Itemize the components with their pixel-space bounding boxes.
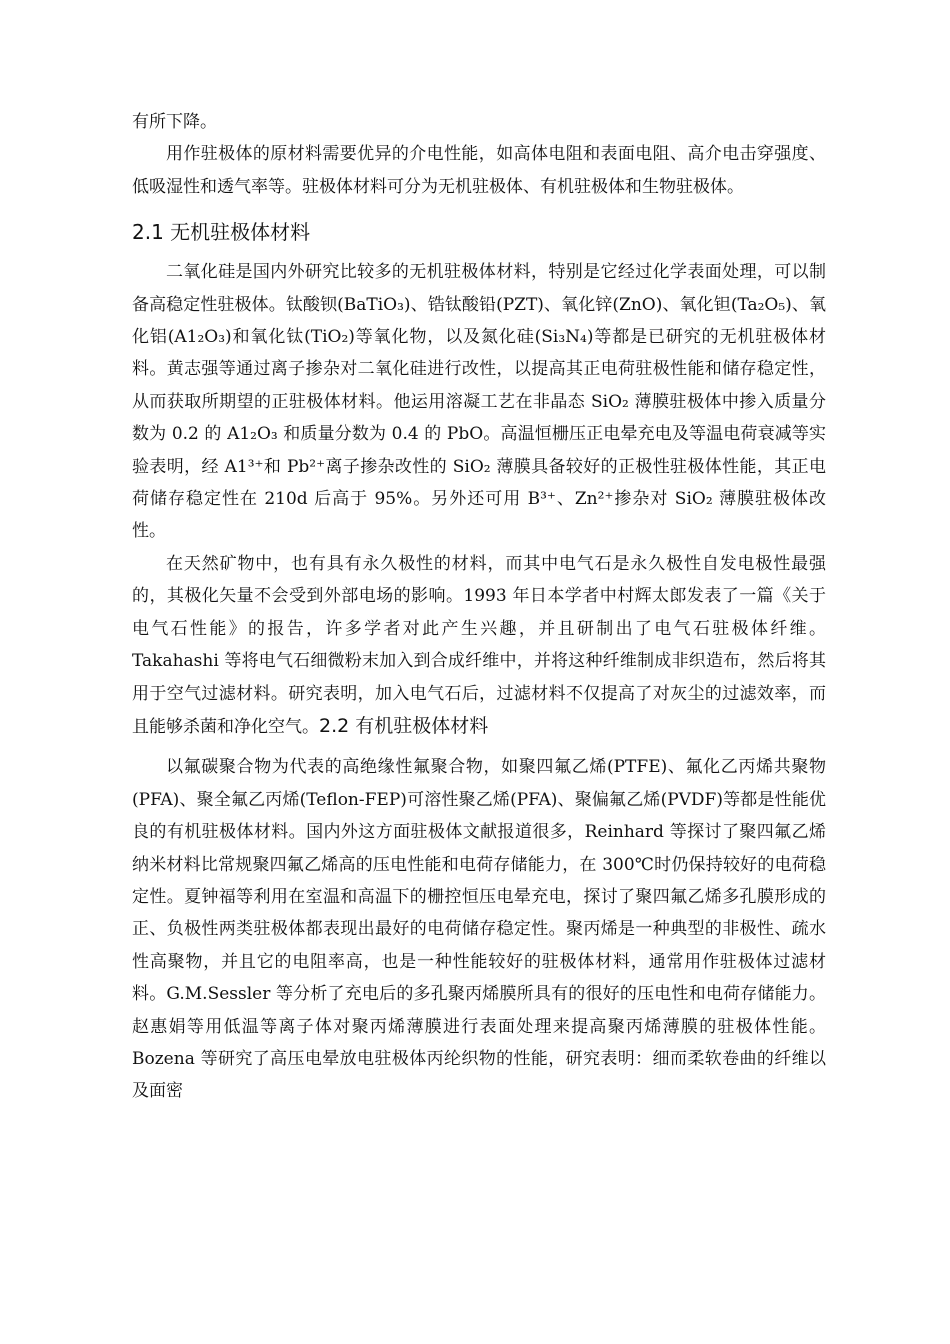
section-heading-2-1: 2.1 无机驻极体材料 bbox=[132, 220, 311, 245]
document-body bbox=[132, 106, 826, 1108]
paragraph-electret-requirements: 用作驻极体的原材料需要优异的介电性能，如高体电阻和表面电阻、高介电击穿强度、低吸湿性和透气率等。驻极体材料可分为无机驻极体、有机驻极体和生物驻极体。 bbox=[132, 144, 826, 197]
paragraph-organic-electrets: 以氟碳聚合物为代表的高绝缘性氟聚合物，如聚四氟乙烯(PTFE)、氟化乙丙烯共聚物(PFA)、聚全氟乙丙烯(Teflon-FEP)可溶性聚乙烯(PFA)、聚偏氟乙烯(PVDF)等都是性能优良的有机驻极体材料。国内外这方面驻极体文献报道很多，Reinhard 等探讨了聚四氟乙烯纳米材料比常规聚四氟乙烯高的压电性能和电荷存储能力，在 300℃时仍保持较好的电荷稳定性。夏钟福等利用在室温和高温下的栅控恒压电晕充电，探讨了聚四氟乙烯多孔膜形成的正、负极性两类驻极体都表现出最好的电荷储存稳定性。聚丙烯是一种典型的非极性、疏水性高聚物，并且它的电阻率高，也是一种性能较好的驻极体材料，通常用作驻极体过滤材料。G.M.Sessler 等分析了充电后的多孔聚丙烯膜所具有的很好的压电性和电荷存储能力。赵惠娟等用低温等离子体对聚丙烯薄膜进行表面处理来提高聚丙烯薄膜的驻极体性能。Bozena 等研究了高压电晕放电驻极体丙纶织物的性能，研究表明：细而柔软卷曲的纤维以及面密 bbox=[132, 757, 826, 1102]
paragraph-inorganic-electrets: 二氧化硅是国内外研究比较多的无机驻极体材料，特别是它经过化学表面处理，可以制备高稳定性驻极体。钛酸钡(BaTiO₃)、锆钛酸铅(PZT)、氧化锌(ZnO)、氧化钽(Ta₂O₅)、氧化铝(A1₂O₃)和氧化钛(TiO₂)等氧化物，以及氮化硅(Si₃N₄)等都是已研究的无机驻极体材料。黄志强等通过离子掺杂对二氧化硅进行改性，以提高其正电荷驻极性能和储存稳定性，从而获取所期望的正驻极体材料。他运用溶凝工艺在非晶态 SiO₂ 薄膜驻极体中掺入质量分数为 0.2 的 A1₂O₃ 和质量分数为 0.4 的 PbO。高温恒栅压正电晕充电及等温电荷衰减等实验表明，经 A1³⁺和 Pb²⁺离子掺杂改性的 SiO₂ 薄膜具备较好的正极性驻极体性能，其正电荷储存稳定性在 210d 后高于 95%。另外还可用 B³⁺、Zn²⁺掺杂对 SiO₂ 薄膜驻极体改性。 bbox=[132, 262, 826, 542]
paragraph-tourmaline bbox=[132, 548, 826, 743]
section-heading-2-2: 2.2 有机驻极体材料 bbox=[319, 714, 489, 737]
paragraph-continuation: 有所下降。 bbox=[132, 112, 217, 132]
paragraph-tourmaline-text: 在天然矿物中，也有具有永久极性的材料，而其中电气石是永久极性自发电极性最强的，其极化矢量不会受到外部电场的影响。1993 年日本学者中村辉太郎发表了一篇《关于电气石性能》的报告，许多学者对此产生兴趣，并且研制出了电气石驻极体纤维。Takahashi 等将电气石细微粉末加入到合成纤维中，并将这种纤维制成非织造布，然后将其用于空气过滤材料。研究表明，加入电气石后，过滤材料不仅提高了对灰尘的过滤效率，而且能够杀菌和净化空气。 bbox=[132, 553, 826, 737]
